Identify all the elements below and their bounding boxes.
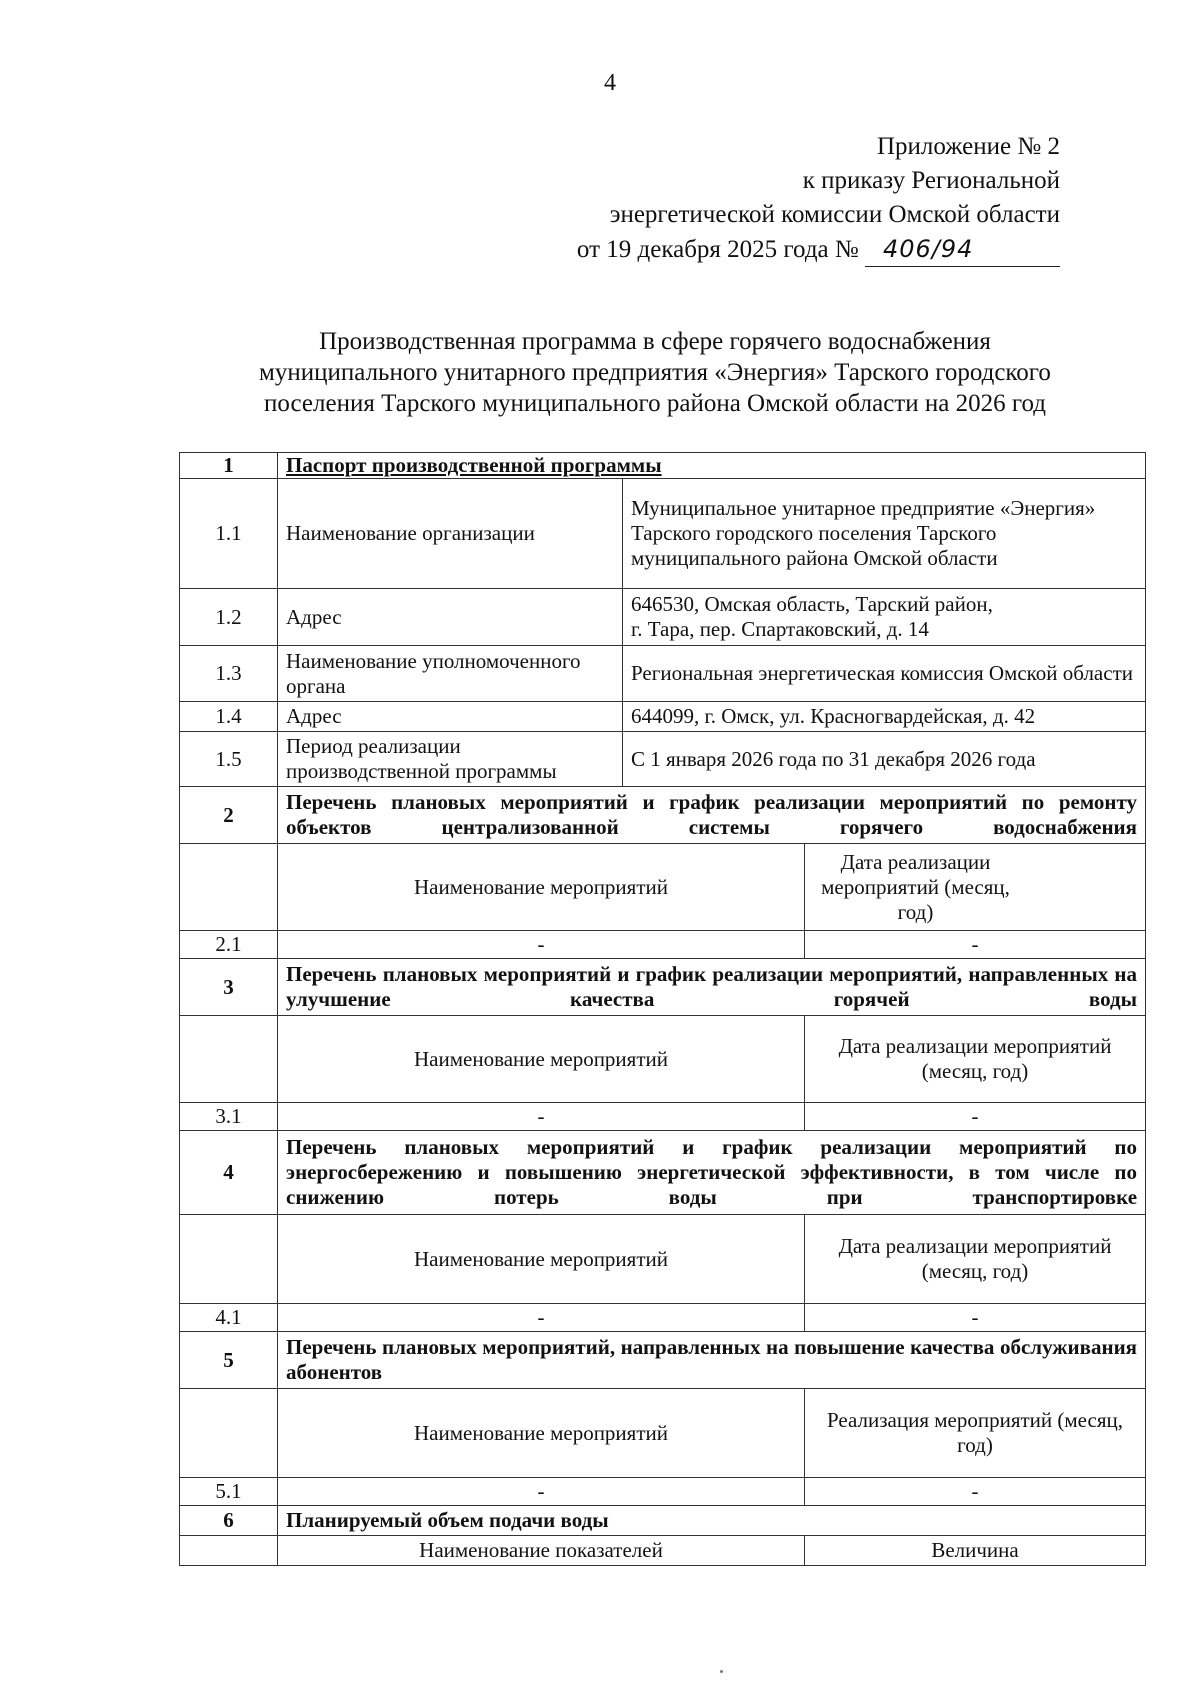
table-row xyxy=(180,732,1146,787)
empty-cell xyxy=(180,1016,278,1103)
row-value-line: г. Тара, пер. Спартаковский, д. 14 xyxy=(631,617,929,641)
section-number: 3 xyxy=(180,959,278,1016)
section-row xyxy=(180,1506,1146,1536)
table-row xyxy=(180,1304,1146,1332)
column-header-row xyxy=(180,844,1146,931)
column-header-name: Наименование показателей xyxy=(278,1536,805,1566)
column-header-name: Наименование мероприятий xyxy=(278,844,805,931)
row-label: Период реализации производственной программы xyxy=(278,732,623,787)
row-number: 2.1 xyxy=(180,931,278,959)
row-name: - xyxy=(278,1103,805,1131)
empty-cell xyxy=(180,1536,278,1566)
row-number: 5.1 xyxy=(180,1478,278,1506)
empty-cell xyxy=(180,1215,278,1304)
section-number: 4 xyxy=(180,1131,278,1215)
column-header-date: Дата реализации мероприятий (месяц, год) xyxy=(805,844,1146,931)
table-row xyxy=(180,1478,1146,1506)
table-row xyxy=(180,646,1146,702)
section-row xyxy=(180,959,1146,1016)
row-number: 3.1 xyxy=(180,1103,278,1131)
row-name: - xyxy=(278,1304,805,1332)
section-title: Перечень плановых мероприятий и график реализации мероприятий, направленных на улучшение качества горячей воды xyxy=(278,959,1146,1016)
table-row xyxy=(180,1103,1146,1131)
column-header-date: Реализация мероприятий (месяц, год) xyxy=(805,1389,1146,1478)
column-header-row xyxy=(180,1389,1146,1478)
row-number: 1.2 xyxy=(180,589,278,646)
section-title: Перечень плановых мероприятий, направленных на повышение качества обслуживания абонентов xyxy=(278,1332,1146,1389)
title-line: Производственная программа в сфере горячего водоснабжения xyxy=(319,328,991,355)
section-title: Перечень плановых мероприятий и график реализации мероприятий по энергосбережению и повышению энергетической эффективности, в том числе по снижению потерь воды при транспортировке xyxy=(278,1131,1146,1215)
table-row xyxy=(180,931,1146,959)
section-row xyxy=(180,1332,1146,1389)
row-value: 644099, г. Омск, ул. Красногвардейская, д. 42 xyxy=(623,702,1146,732)
row-date: - xyxy=(805,1103,1146,1131)
table-row xyxy=(180,479,1146,589)
empty-cell xyxy=(180,844,278,931)
row-date: - xyxy=(805,1304,1146,1332)
column-header-value: Величина xyxy=(805,1536,1146,1566)
row-value: Муниципальное унитарное предприятие «Энергия» Тарского городского поселения Тарского муниципального района Омской области xyxy=(623,479,1146,589)
empty-cell xyxy=(180,1389,278,1478)
section-number: 2 xyxy=(180,787,278,844)
row-label: Адрес xyxy=(278,702,623,732)
title-line: муниципального унитарного предприятия «Энергия» Тарского городского xyxy=(259,359,1051,386)
row-label: Наименование уполномоченного органа xyxy=(278,646,623,702)
order-date: от 19 декабря 2025 года № xyxy=(576,236,859,263)
order-number-handwritten: 406/94 xyxy=(865,232,1060,267)
production-program-table xyxy=(179,452,1146,1566)
page-number: 4 xyxy=(604,70,616,96)
section-title: Перечень плановых мероприятий и график реализации мероприятий по ремонту объектов централизованной системы горячего водоснабжения xyxy=(278,787,1146,844)
appendix-header xyxy=(577,130,1060,267)
row-number: 4.1 xyxy=(180,1304,278,1332)
section-row xyxy=(180,453,1146,479)
column-header-date: Дата реализации мероприятий (месяц, год) xyxy=(805,1016,1146,1103)
column-header-date: Дата реализации мероприятий (месяц, год) xyxy=(805,1215,1146,1304)
column-header-name: Наименование мероприятий xyxy=(278,1215,805,1304)
row-name: - xyxy=(278,1478,805,1506)
document-title xyxy=(190,326,1120,419)
order-date-line xyxy=(577,232,1060,267)
section-row xyxy=(180,1131,1146,1215)
row-number: 1.1 xyxy=(180,479,278,589)
appendix-line: к приказу Региональной xyxy=(802,167,1060,194)
column-header-row xyxy=(180,1016,1146,1103)
table-row xyxy=(180,589,1146,646)
column-header-name: Наименование мероприятий xyxy=(278,1389,805,1478)
title-line: поселения Тарского муниципального района Омской области на 2026 год xyxy=(264,390,1046,417)
column-header-row xyxy=(180,1536,1146,1566)
appendix-line: Приложение № 2 xyxy=(876,133,1060,160)
row-value: С 1 января 2026 года по 31 декабря 2026 года xyxy=(623,732,1146,787)
row-label: Наименование организации xyxy=(278,479,623,589)
row-number: 1.4 xyxy=(180,702,278,732)
row-value: Региональная энергетическая комиссия Омской области xyxy=(623,646,1146,702)
column-header-name: Наименование мероприятий xyxy=(278,1016,805,1103)
scan-speck xyxy=(720,1670,723,1673)
row-date: - xyxy=(805,931,1146,959)
row-label: Адрес xyxy=(278,589,623,646)
row-number: 1.5 xyxy=(180,732,278,787)
section-title: Планируемый объем подачи воды xyxy=(278,1506,1146,1536)
section-title: Паспорт производственной программы xyxy=(278,453,1146,479)
row-value-line: 646530, Омская область, Тарский район, xyxy=(631,592,993,616)
appendix-line: энергетической комиссии Омской области xyxy=(609,201,1060,228)
row-number: 1.3 xyxy=(180,646,278,702)
section-number: 6 xyxy=(180,1506,278,1536)
row-name: - xyxy=(278,931,805,959)
row-date: - xyxy=(805,1478,1146,1506)
section-number: 1 xyxy=(180,453,278,479)
table-row xyxy=(180,702,1146,732)
column-header-row xyxy=(180,1215,1146,1304)
section-number: 5 xyxy=(180,1332,278,1389)
section-row xyxy=(180,787,1146,844)
row-value xyxy=(623,589,1146,646)
